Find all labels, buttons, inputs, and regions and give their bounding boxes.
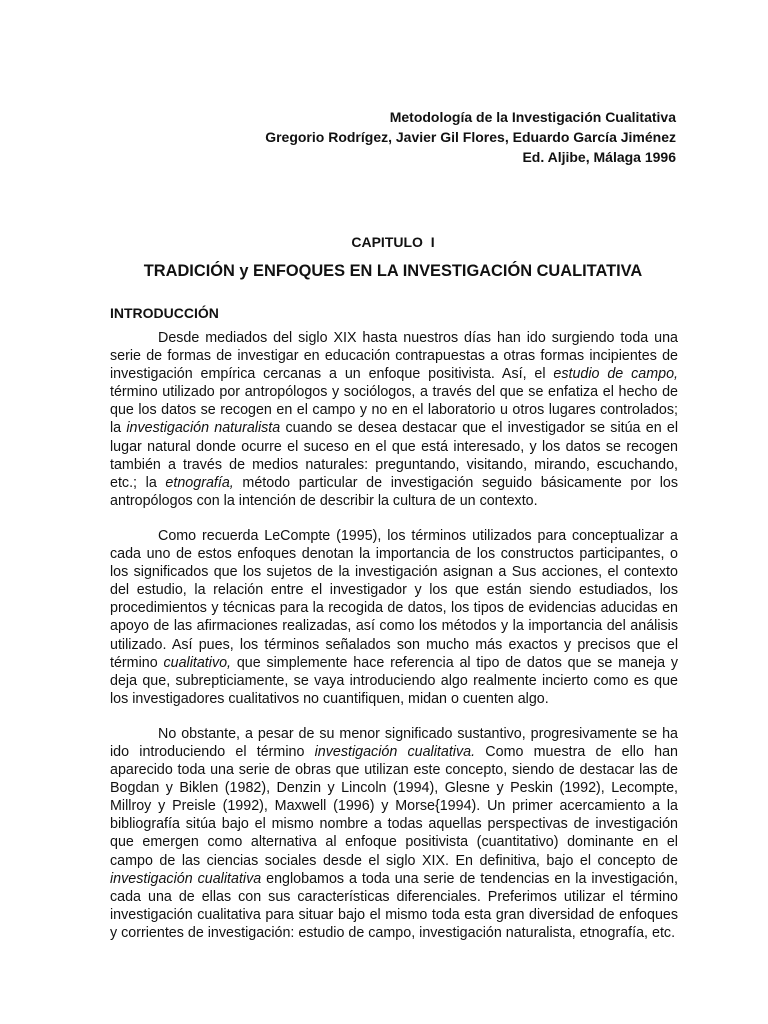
paragraph-1 — [110, 329, 678, 510]
text-span: que simplemente hace referencia al tipo de datos que se maneja y deja que, subrepticiamente, se vaya introduciendo algo realmente incierto como es que los investigadores cualitativos no cuantifiquen, midan o cuenten algo. — [110, 654, 678, 707]
book-publisher: Ed. Aljibe, Málaga 1996 — [522, 149, 676, 165]
italic-term: estudio de campo, — [553, 366, 678, 383]
italic-term: etnografía, — [165, 474, 234, 491]
paragraph-2 — [110, 527, 678, 708]
italic-term: cualitativo, — [163, 654, 232, 671]
italic-term: investigación naturalista — [126, 420, 281, 437]
italic-term: investigación cualitativa — [110, 870, 262, 887]
italic-term: investigación cualitativa. — [314, 743, 476, 760]
citation-header — [110, 107, 676, 167]
section-heading: INTRODUCCIÓN — [110, 305, 219, 321]
chapter-title: TRADICIÓN y ENFOQUES EN LA INVESTIGACIÓN CUALITATIVA — [143, 262, 643, 280]
chapter-label: CAPITULO I — [351, 234, 435, 250]
body-text — [110, 329, 678, 959]
book-authors: Gregorio Rodrígez, Javier Gil Flores, Eduardo García Jiménez — [265, 129, 676, 145]
text-span: Como muestra de ello han aparecido toda una serie de obras que utilizan este concepto, siendo de destacar las de Bogdan y Biklen (1982), Denzin y Lincoln (1994), Glesne y Peskin (1992), Lecompte, Millroy y Preisle (1992), Maxwell (1996) y Morse{1994). Un primer acercamiento a la bibliografía sitúa bajo el mismo nombre a todas aquellas perspectivas de investigación que emergen como alternativa al enfoque positivista (cuantitativo) dominante en el campo de las ciencias sociales desde el siglo XIX. En definitiva, bajo el concepto de — [110, 743, 678, 869]
book-title: Metodología de la Investigación Cualitativa — [389, 109, 676, 125]
text-span: método particular de investigación seguido básicamente por los antropólogos con la intención de describir la cultura de un contexto. — [110, 474, 678, 509]
text-span: No obstante, a pesar de su menor significado sustantivo, progresivamente se ha ido introduciendo el término — [110, 725, 678, 760]
text-span: término utilizado por antropólogos y sociólogos, a través del que se enfatiza el hecho de que los datos se recogen en el campo y no en el laboratorio u otros lugares controlados; la — [110, 384, 678, 437]
text-span: cuando se desea destacar que el investigador se sitúa en el lugar natural donde ocurre el suceso en el que está interesado, y los datos se recogen también a través de medios naturales: preguntando, visitando, mirando, escuchando, etc.; la — [110, 420, 679, 491]
text-span: Como recuerda LeCompte (1995), los términos utilizados para conceptualizar a cada uno de estos enfoques denotan la importancia de los constructos participantes, o los significados que los sujetos de la investigación asignan a Sus acciones, el contexto del estudio, la relación entre el investigador y los que están siendo estudiados, los procedimientos y técnicas para la recogida de datos, los tipos de evidencias aducidas en apoyo de las afirmaciones realizadas, así como los métodos y la importancia del análisis utilizado. Así pues, los términos señalados son mucho más exactos y precisos que el término — [110, 527, 678, 671]
text-span: englobamos a toda una serie de tendencias en la investigación, cada una de ellas con sus características diferenciales. Preferimos utilizar el término investigación cualitativa para situar bajo el mismo toda esta gran diversidad de enfoques y corrientes de investigación: estudio de campo, investigación naturalista, etnografía, etc. — [110, 870, 678, 941]
paragraph-3 — [110, 725, 678, 942]
text-span: Desde mediados del siglo XIX hasta nuestros días han ido surgiendo toda una serie de formas de investigar en educación contrapuestas a otras formas incipientes de investigación empírica cercanas a un enfoque positivista. Así, el — [110, 330, 678, 383]
